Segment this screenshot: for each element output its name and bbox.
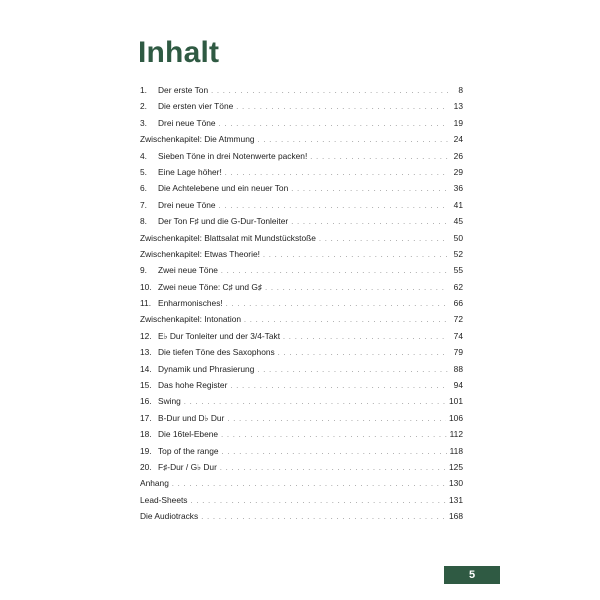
entry-page-number: 45 — [453, 216, 463, 227]
entry-title: Eine Lage höher! — [158, 166, 222, 177]
entry-page-number: 94 — [453, 380, 463, 391]
dot-leader — [291, 182, 448, 198]
entry-page-number: 130 — [449, 478, 463, 489]
dot-leader — [227, 412, 446, 428]
entry-page-number: 131 — [449, 494, 463, 505]
chapter-number: 17. — [140, 412, 152, 423]
toc-entry — [140, 131, 463, 147]
entry-title: B-Dur und D♭ Dur — [158, 412, 225, 423]
dot-leader — [265, 281, 448, 297]
entry-title: F♯-Dur / G♭ Dur — [158, 461, 217, 472]
dot-leader — [201, 510, 446, 526]
toc-entry — [140, 115, 463, 131]
chapter-number: 14. — [140, 363, 152, 374]
chapter-number: 12. — [140, 330, 152, 341]
chapter-number: 1. — [140, 85, 147, 95]
dot-leader — [236, 100, 448, 116]
entry-page-number: 72 — [453, 314, 463, 325]
entry-title: Das hohe Register — [158, 380, 228, 391]
chapter-number: 11. — [140, 298, 152, 309]
entry-title: Der Ton F♯ und die G-Dur-Tonleiter — [158, 216, 289, 227]
dot-leader — [222, 445, 447, 461]
entry-page-number: 19 — [453, 117, 463, 128]
entry-page-number: 29 — [453, 166, 463, 177]
toc-entry — [140, 492, 463, 508]
toc-entry — [140, 98, 463, 114]
chapter-number: 13. — [140, 347, 152, 358]
entry-page-number: 106 — [449, 412, 463, 423]
entry-title: Zwischenkapitel: Blattsalat mit Mundstückstoße — [140, 232, 316, 243]
dot-leader — [263, 248, 448, 264]
entry-title: Zwischenkapitel: Etwas Theorie! — [140, 248, 260, 259]
chapter-number: 19. — [140, 445, 152, 456]
entry-title: Drei neue Töne — [158, 199, 216, 210]
entry-page-number: 125 — [449, 461, 463, 472]
toc-entry — [140, 328, 463, 344]
entry-page-number: 26 — [453, 150, 463, 161]
entry-page-number: 168 — [449, 511, 463, 522]
toc-entry — [140, 213, 463, 229]
dot-leader — [172, 477, 446, 493]
toc-entry — [140, 410, 463, 426]
entry-page-number: 24 — [453, 134, 463, 145]
toc-entry — [140, 475, 463, 491]
chapter-number: 9. — [140, 265, 147, 276]
entry-page-number: 50 — [453, 232, 463, 243]
toc-entry — [140, 344, 463, 360]
toc-entry — [140, 361, 463, 377]
table-of-contents — [140, 82, 463, 525]
entry-title: E♭ Dur Tonleiter und der 3/4-Takt — [158, 330, 281, 341]
entry-title: Drei neue Töne — [158, 117, 216, 128]
toc-entry — [140, 459, 463, 475]
entry-title: Zwischenkapitel: Intonation — [140, 314, 242, 325]
toc-entry — [140, 262, 463, 278]
dot-leader — [211, 84, 448, 100]
dot-leader — [278, 346, 448, 362]
page-number: 5 — [468, 569, 476, 581]
toc-entry — [140, 180, 463, 196]
entry-page-number: 55 — [453, 265, 463, 276]
entry-title: Zwei neue Töne: C♯ und G♯ — [158, 281, 263, 292]
entry-title: Der erste Ton — [158, 85, 209, 95]
entry-page-number: 101 — [449, 396, 463, 407]
chapter-number: 16. — [140, 396, 152, 407]
entry-page-number: 88 — [453, 363, 463, 374]
entry-page-number: 112 — [449, 429, 463, 440]
entry-title: Die Achtelebene und ein neuer Ton — [158, 183, 289, 194]
entry-page-number: 118 — [449, 445, 463, 456]
entry-page-number: 41 — [453, 199, 463, 210]
entry-title: Anhang — [140, 478, 169, 489]
chapter-number: 5. — [140, 166, 147, 177]
entry-title: Swing — [158, 396, 181, 407]
dot-leader — [220, 461, 446, 477]
chapter-number: 20. — [140, 461, 152, 472]
toc-entry — [140, 230, 463, 246]
entry-title: Zwischenkapitel: Die Atmmung — [140, 134, 255, 145]
chapter-number: 8. — [140, 216, 147, 227]
toc-entry — [140, 197, 463, 213]
entry-page-number: 36 — [453, 183, 463, 194]
chapter-number: 10. — [140, 281, 152, 292]
chapter-number: 4. — [140, 150, 147, 161]
entry-page-number: 74 — [453, 330, 463, 341]
entry-page-number: 52 — [453, 248, 463, 259]
toc-entry — [140, 393, 463, 409]
page-number-badge — [444, 566, 500, 584]
dot-leader — [191, 494, 447, 510]
dot-leader — [221, 428, 447, 444]
dot-leader — [257, 363, 448, 379]
entry-title: Die Audiotracks — [140, 511, 199, 522]
chapter-number: 6. — [140, 183, 147, 194]
chapter-number: 3. — [140, 117, 147, 128]
entry-page-number: 66 — [453, 298, 463, 309]
entry-page-number: 62 — [453, 281, 463, 292]
chapter-number: 15. — [140, 380, 152, 391]
dot-leader — [283, 330, 448, 346]
toc-entry — [140, 508, 463, 524]
entry-title: Dynamik und Phrasierung — [158, 363, 255, 374]
entry-title: Zwei neue Töne — [158, 265, 218, 276]
toc-entry — [140, 164, 463, 180]
toc-entry — [140, 443, 463, 459]
toc-entry — [140, 311, 463, 327]
entry-title: Die tiefen Töne des Saxophons — [158, 347, 275, 358]
toc-entry — [140, 82, 463, 98]
chapter-number: 7. — [140, 199, 147, 210]
entry-page-number: 13 — [453, 101, 463, 112]
entry-title: Top of the range — [158, 445, 219, 456]
entry-title: Sieben Töne in drei Notenwerte packen! — [158, 150, 308, 161]
entry-page-number: 79 — [453, 347, 463, 358]
entry-title: Enharmonisches! — [158, 298, 223, 309]
toc-entry — [140, 377, 463, 393]
entry-title: Lead-Sheets — [140, 494, 188, 505]
toc-entry — [140, 295, 463, 311]
toc-entry — [140, 148, 463, 164]
entry-title: Die ersten vier Töne — [158, 101, 234, 112]
dot-leader — [230, 379, 448, 395]
page-title: Inhalt — [138, 36, 220, 69]
toc-entry — [140, 246, 463, 262]
dot-leader — [310, 150, 448, 166]
chapter-number: 18. — [140, 429, 152, 440]
toc-entry — [140, 426, 463, 442]
chapter-number: 2. — [140, 101, 147, 112]
dot-leader — [226, 297, 448, 313]
entry-title: Die 16tel-Ebene — [158, 429, 219, 440]
toc-entry — [140, 279, 463, 295]
entry-page-number: 8 — [458, 85, 463, 95]
dot-leader — [319, 232, 448, 248]
